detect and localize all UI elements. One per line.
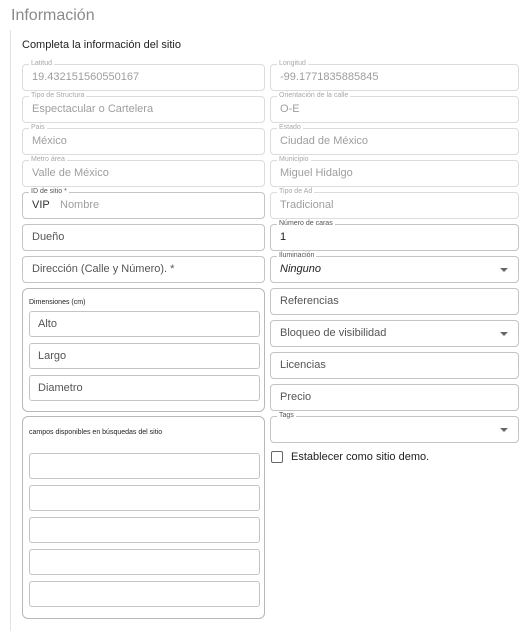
busqueda-field[interactable] [29, 453, 260, 479]
chevron-down-icon [500, 268, 508, 272]
chevron-down-icon [500, 332, 508, 336]
licencias-field[interactable] [270, 352, 519, 379]
numero-caras-label: Número de caras [279, 220, 333, 227]
tipo-ad-field[interactable] [270, 188, 519, 219]
busquedas-title: campos disponibles en búsquedas del sitio [29, 429, 163, 436]
tipo-ad-value: Tradicional [280, 199, 334, 211]
licencias-placeholder: Licencias [280, 359, 326, 371]
metro-area-field[interactable] [22, 156, 265, 187]
numero-caras-value: 1 [280, 231, 287, 243]
tags-select[interactable] [270, 412, 519, 443]
section-subtitle: Completa la información del sitio [22, 39, 181, 51]
tags-label: Tags [279, 412, 294, 419]
longitud-label: Longitud [279, 60, 306, 67]
orientacion-field[interactable] [270, 92, 519, 123]
demo-checkbox[interactable] [271, 451, 283, 463]
diametro-field[interactable] [29, 375, 260, 401]
id-sitio-field[interactable] [22, 188, 265, 219]
dueno-field[interactable] [22, 224, 265, 251]
orientacion-label: Orientación de la calle [279, 92, 349, 99]
municipio-label: Municipio [279, 156, 309, 163]
iluminacion-label: Iluminación [279, 252, 315, 259]
estado-label: Estado [279, 124, 301, 131]
latitud-field[interactable] [22, 60, 265, 91]
bloqueo-placeholder: Bloqueo de visibilidad [280, 327, 387, 339]
id-sitio-label: ID de sitio * [31, 188, 67, 195]
precio-placeholder: Precio [280, 391, 312, 403]
longitud-field[interactable] [270, 60, 519, 91]
pais-field[interactable] [22, 124, 265, 155]
numero-caras-field[interactable] [270, 220, 519, 251]
largo-field[interactable] [29, 343, 260, 369]
direccion-field[interactable] [22, 256, 265, 283]
busquedas-group [22, 416, 265, 619]
iluminacion-select[interactable] [270, 252, 519, 283]
referencias-placeholder: Referencias [280, 295, 339, 307]
municipio-value: Miguel Hidalgo [280, 167, 353, 179]
largo-placeholder: Largo [38, 350, 67, 362]
orientacion-value: O-E [280, 103, 300, 115]
page-title: Información [11, 7, 95, 24]
alto-field[interactable] [29, 311, 260, 337]
tipo-ad-label: Tipo de Ad [279, 188, 313, 195]
busqueda-field[interactable] [29, 485, 260, 511]
pais-value: México [32, 135, 67, 147]
diametro-placeholder: Diametro [38, 382, 83, 394]
tipo-estructura-field[interactable] [22, 92, 265, 123]
busqueda-field[interactable] [29, 517, 260, 543]
longitud-value: -99.1771835885845 [280, 71, 379, 83]
metro-area-value: Valle de México [32, 167, 109, 179]
estado-field[interactable] [270, 124, 519, 155]
iluminacion-value: Ninguno [280, 263, 321, 275]
direccion-placeholder: Dirección (Calle y Número). * [32, 263, 175, 275]
estado-value: Ciudad de México [280, 135, 369, 147]
dueno-placeholder: Dueño [32, 231, 65, 243]
alto-placeholder: Alto [38, 318, 57, 330]
pais-label: Pais [31, 124, 45, 131]
busqueda-field[interactable] [29, 549, 260, 575]
id-sitio-prefix: VIP [32, 199, 50, 211]
busqueda-field[interactable] [29, 581, 260, 607]
chevron-down-icon [500, 428, 508, 432]
left-divider [10, 30, 11, 631]
precio-field[interactable] [270, 384, 519, 411]
referencias-field[interactable] [270, 288, 519, 315]
demo-checkbox-label: Establecer como sitio demo. [291, 451, 430, 463]
id-sitio-placeholder: Nombre [60, 199, 100, 211]
bloqueo-select[interactable] [270, 320, 519, 347]
latitud-label: Latitud [31, 60, 53, 67]
dimensiones-title: Dimensiones (cm) [29, 299, 86, 306]
latitud-value: 19.432151560550167 [32, 71, 140, 83]
tipo-estructura-label: Tipo de Structura [31, 92, 85, 99]
tipo-estructura-value: Espectacular o Cartelera [32, 103, 154, 115]
metro-area-label: Metro área [31, 156, 65, 163]
municipio-field[interactable] [270, 156, 519, 187]
dimensiones-group [22, 288, 265, 412]
